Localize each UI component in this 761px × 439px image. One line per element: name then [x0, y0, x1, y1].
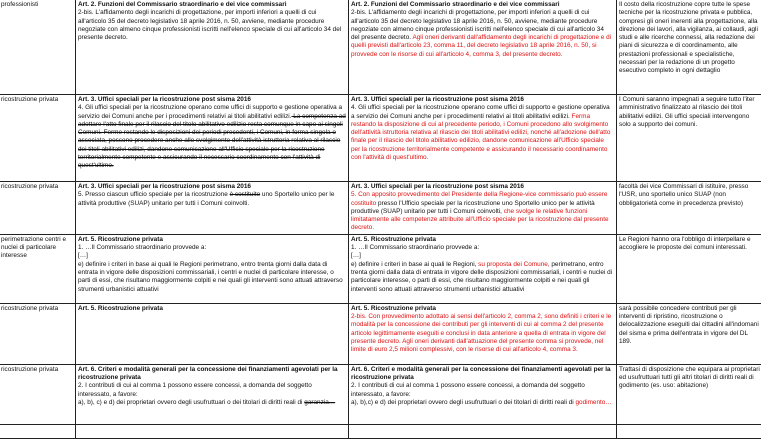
table-row [0, 95, 761, 182]
comment-cell: Trattasi di disposizione che equipara ai proprietari ed usufruttuari tutti gli altri titolari di diritti reali di godimento (es. uso: abitazione) [617, 364, 761, 424]
original-text-cell: Art. 6. Criteri e modalità generali per la concessione dei finanziamenti agevolati per la ricostruzione privata 2. I contributi di cui al comma 1 possono essere concessi, a domanda del soggetto interessato, a favore: a), b), c) e d) dei proprietari ovvero degli usufruttuari o dei titolari di diritti reali di garanzia… [76, 364, 349, 424]
topic-cell [0, 424, 76, 438]
amended-text-cell [349, 424, 617, 438]
original-text-cell: Art. 3. Uffici speciali per la ricostruzione post sisma 2016 5. Presso ciascun ufficio speciale per la ricostruzione è costituito uno Sportello unico per le attività produttive (SUAP) unitario per tutti i Comuni coinvolti. [76, 182, 349, 235]
article-heading: Art. 2. Funzioni del Commissario straordinario e dei vice commissari [351, 1, 614, 9]
article-text: 4. Gli uffici speciali per la ricostruzione operano come uffici di supporto e gestione operativa a servizio dei Comuni anche per i procedimenti relativi ai titoli abilitativi edilizi. [351, 104, 610, 119]
amended-text-red: godimento… [576, 399, 612, 406]
comment-cell: I Comuni saranno impegnati a seguire tutto l'iter amministrativo finalizzato al rilascio dei titoli abilitativi edilizi. Gli uffici speciali intervengono solo a supporto dei comuni. [617, 95, 761, 182]
topic-cell: ricostruzione privata [0, 182, 76, 235]
amended-text-cell [349, 0, 617, 95]
amended-text-red: su proposta dei Comune, [476, 261, 549, 268]
deleted-text: è costituito [230, 191, 261, 198]
comment-cell: Le Regioni hanno ora l'obbligo di interpellare e accogliere le proposte dei comuni interessati. [617, 234, 761, 303]
amended-text-red: 5. Con apposito provvedimento del Presidente della Regione-vice commissario può essere costituito [351, 191, 607, 206]
article-heading: Art. 3. Uffici speciali per la ricostruzione post sisma 2016 [351, 183, 614, 191]
amended-text-cell: Art. 6. Criteri e modalità generali per la concessione dei finanziamenti agevolati per la ricostruzione privata 2. I contributi di cui al comma 1 possono essere concessi, a domanda del soggetto interessato, a favore: a), b),c) e d) dei proprietari ovvero degli usufruttuari o dei titolari di diritti reali di godimento… [349, 364, 617, 424]
table-row [0, 182, 761, 235]
article-text: 2. I contributi di cui al comma 1 possono essere concessi, a domanda del soggetto interessato, a favore: [351, 382, 614, 399]
article-heading: Art. 2. Funzioni del Commissario straordinario e dei vice commissari [78, 1, 346, 9]
topic-cell: ricostruzione privata [0, 364, 76, 424]
topic-cell: perimetrazione centri e nuclei di particolare interesse [0, 234, 76, 303]
deleted-text: garanzia… [304, 399, 335, 406]
article-heading: Art. 6. Criteri e modalità generali per la concessione dei finanziamenti agevolati per la ricostruzione privata [351, 366, 614, 383]
article-text: 4. Gli uffici speciali per la ricostruzione operano come uffici di supporto e gestione operativa a servizio dei Comuni anche per i procedimenti relativi ai titoli abilitativi edilizi. [78, 104, 342, 119]
amended-text-cell [349, 95, 617, 182]
article-heading: Art. 5. Ricostruzione privata [351, 236, 614, 244]
article-heading: Art. 5. Ricostruzione privata [78, 236, 346, 244]
original-text-cell [76, 424, 349, 438]
amended-text-cell: Art. 5. Ricostruzione privata 1. …Il Commissario straordinario provvede a: […] e) definire i criteri in base ai quali le Regioni, su proposta dei Comune, perimetrano, entro trenta giorni dalla data di entrata in vigore delle disposizioni commissariali, i centri e nuclei di particolare interesse, o parti di essi, che risultano maggiormente colpiti e nei quali gli interventi sono attuati attraverso strumenti urbanistici attuativi [349, 234, 617, 303]
article-text: 2. I contributi di cui al comma 1 possono essere concessi, a domanda del soggetto interessato, a favore: [78, 382, 346, 399]
original-text-cell [76, 0, 349, 95]
article-text: e) definire i criteri in base ai quali le Regioni, su proposta dei Comune, perimetrano, entro trenta giorni dalla data di entrata in vigore delle disposizioni commissariali, i centri e nuclei di particolare interesse, o parti di essi, che risultano maggiormente colpiti e nei quali gli interventi sono attuati attraverso strumenti urbanistici attuativi [351, 261, 614, 294]
topic-cell: ricostruzione privata [0, 95, 76, 182]
comment-cell: facoltà dei vice Commissari di istituire, presso l'USR, uno sportello unico SUAP (non obbligatorietà come in precedenza previsto) [617, 182, 761, 235]
article-heading: Art. 5. Ricostruzione privata [351, 305, 614, 313]
topic-cell: ricostruzione privata [0, 303, 76, 364]
table-row [0, 364, 761, 424]
amended-text-cell [349, 303, 617, 364]
comment-cell: Il costo della ricostruzione copre tutte le spese tecniche per la ricostruzione privata e pubblica, compresi gli oneri inerenti alla progettazione, alla direzione dei lavori, alla vigilanza, ai collaudi, agli studi e alle ricerche connessi, alla redazione dei piani di sicurezza e di coordinamento, alle prestazioni professionali e specialistiche, necessari per la redazione di un progetto esecutivo completo in ogni dettaglio [617, 0, 761, 95]
article-heading: Art. 5. Ricostruzione privata [78, 305, 346, 313]
comment-cell: sarà possibile concedere contributi per gli interventi di ripristino, ricostruzione o delocalizzazione eseguiti dai cittadini all'indomani del sisma e prima dell'entrata in vigore del DL 189. [617, 303, 761, 364]
article-heading: Art. 6. Criteri e modalità generali per la concessione dei finanziamenti agevolati per la ricostruzione privata [78, 366, 346, 383]
original-text-cell [76, 95, 349, 182]
article-heading: Art. 3. Uffici speciali per la ricostruzione post sisma 2016 [78, 96, 346, 104]
table-row [0, 0, 761, 95]
original-text-cell [76, 303, 349, 364]
article-text: 2-bis. L'affidamento degli incarichi di progettazione, per importi inferiori a quelli di cui all'articolo 35 del decreto legislativo 18 aprile 2016, n. 50, avviene, mediante procedure negoziate con almeno cinque professionisti iscritti nell'elenco speciale di cui all'articolo 34 del presente decreto. [351, 9, 604, 41]
article-text: 2-bis. L'affidamento degli incarichi di progettazione, per importi inferiori a quelli di cui all'articolo 35 del decreto legislativo 18 aprile 2016, n. 50, avviene, mediante procedure negoziate con almeno cinque professionisti iscritti nell'elenco speciale di cui all'articolo 34 del presente decreto. [78, 9, 341, 41]
table-row [0, 424, 761, 438]
original-text-cell: Art. 5. Ricostruzione privata 1. …Il Commissario straordinario provvede a: […] e) definire i criteri in base ai quali le Regioni perimetrano, entro trenta giorni dalla data di entrata in vigore delle disposizioni commissariali, i centri e nuclei di particolare interesse, o parti di essi, che risultano maggiormente colpiti e nei quali gli interventi sono attuati attraverso strumenti urbanistici attuativi [76, 234, 349, 303]
amended-text-red: Ferma restando la disposizione di cui al precedente periodo, i Comuni procedono allo svolgimento dell'attività istruttoria relativa al rilascio dei titoli abilitativi edilizi, nonché all'adozione dell'atto finale per il rilascio del titolo abilitativo edilizio, dandone comunicazione all'Ufficio speciale per la ricostruzione territorialmente competente e assicurando il necessario coordinamento con l'attività di quest'ultimo. [351, 113, 610, 161]
amended-text-red: Agli oneri derivanti dall'affidamento degli incarichi di progettazione e di quelli previsti dall'articolo 23, comma 11, del decreto legislativo 18 aprile 2016, n. 50, si provvede con le risorse di cui all'articolo 4, comma 3, del presente decreto. [351, 34, 611, 58]
article-heading: Art. 3. Uffici speciali per la ricostruzione post sisma 2016 [78, 183, 346, 191]
table-row [0, 234, 761, 303]
amended-text-red: 2-bis. Con provvedimento adottato ai sensi dell'articolo 2, comma 2, sono definiti i criteri e le modalità per la concessione dei contributi per gli interventi di cui al comma 2 del presente articolo legittimamente eseguiti e conclusi in data anteriore a quella di entrata in vigore del presente decreto. Agli oneri derivanti dall'attuazione del presente comma si provvede, nel limite di euro 2,5 milioni complessivi, con le risorse di cui all'articolo 4, comma 3. [351, 313, 611, 353]
article-text: e) definire i criteri in base ai quali le Regioni perimetrano, entro trenta giorni dalla data di entrata in vigore delle disposizioni commissariali, i centri e nuclei di particolare interesse, o parti di essi, che risultano maggiormente colpiti e nei quali gli interventi sono attuati attraverso strumenti urbanistici attuativi [78, 261, 346, 294]
comment-cell [617, 424, 761, 438]
topic-cell: professionisti [0, 0, 76, 95]
amended-text-red: che svolge le relative funzioni limitatamente alle competenze attribuite all'Ufficio speciale per la ricostruzione dal presente decreto. [351, 208, 609, 232]
deleted-text: La competenza ad adottare l'atto finale per il rilascio del titolo abilitativo edilizio resta comunque in capo ai singoli Comuni. Ferme restando le disposizioni dei periodi precedenti, i Comuni, in forma singola o associata, possono procedere anche allo svolgimento dell'attività istruttoria relativa al rilascio dei titoli abilitativi edilizi, dandone comunicazione all'Ufficio speciale per la ricostruzione territorialmente competente e assicurando il necessario coordinamento con l'attività di quest'ultimo. [78, 113, 346, 170]
article-heading: Art. 3. Uffici speciali per la ricostruzione post sisma 2016 [351, 96, 614, 104]
amended-text-cell: Art. 3. Uffici speciali per la ricostruzione post sisma 2016 5. Con apposito provvedimento del Presidente della Regione-vice commissario può essere costituito presso l'Ufficio speciale per la ricostruzione uno Sportello unico per le attività produttive (SUAP) unitario per tutti i Comuni coinvolti, che svolge le relative funzioni limitatamente alle competenze attribuite all'Ufficio speciale per la ricostruzione dal presente decreto. [349, 182, 617, 235]
table-row [0, 303, 761, 364]
